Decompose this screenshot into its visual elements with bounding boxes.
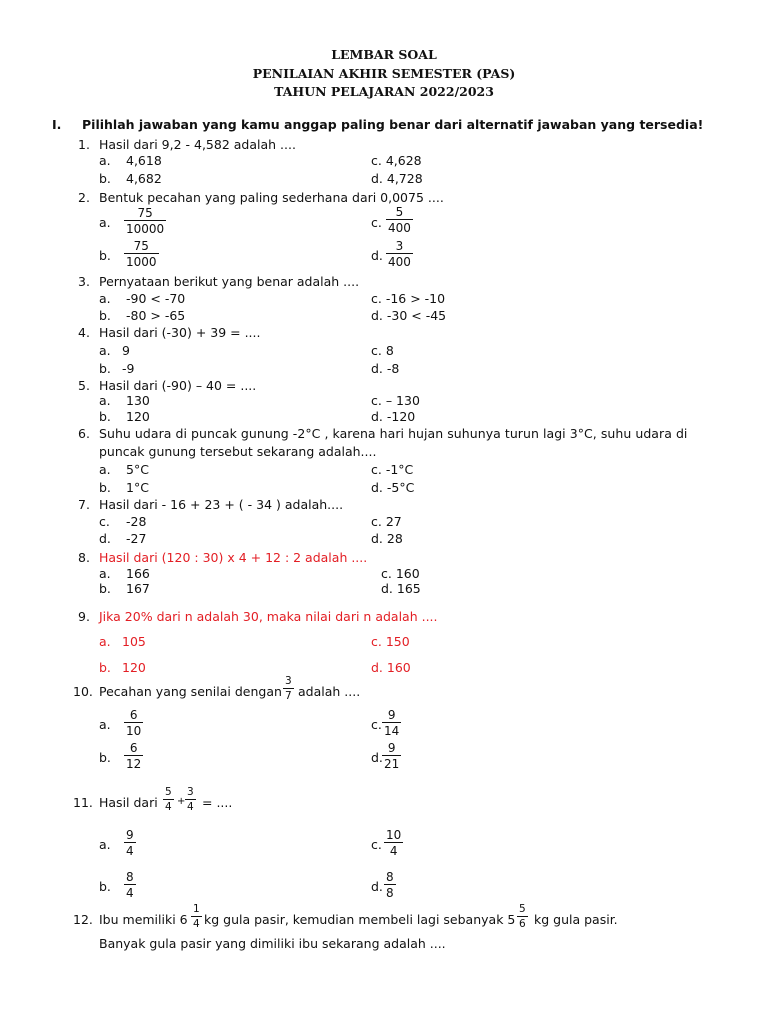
denominator: 400: [388, 221, 411, 235]
option-d: d. 160: [371, 660, 411, 675]
question-number: 9.: [78, 609, 90, 624]
option-a-fraction: [124, 207, 166, 235]
option-c: c. – 130: [371, 393, 420, 408]
question-text: Hasil dari - 16 + 23 + ( - 34 ) adalah....: [99, 497, 344, 512]
option-a-letter: a.: [99, 717, 111, 732]
question-text: Bentuk pecahan yang paling sederhana dari 0,0075 ....: [99, 190, 444, 205]
school-year: TAHUN PELAJARAN 2022/2023: [274, 84, 494, 99]
section-instruction: Pilihlah jawaban yang kamu anggap paling benar dari alternatif jawaban yang tersedia!: [82, 117, 704, 132]
option-d-letter: d.: [371, 879, 383, 894]
denominator: 21: [384, 757, 400, 771]
question-number: 1.: [78, 137, 90, 152]
denominator: 12: [126, 757, 142, 771]
option-a-value: -90 < -70: [126, 291, 186, 306]
question-text-line-1: Suhu udara di puncak gunung -2°C , karena hari hujan suhunya turun lagi 3°C, suhu udara di: [99, 426, 688, 441]
option-a-letter: a.: [99, 393, 111, 408]
numerator: 3: [395, 239, 404, 253]
option-b-value: 4,682: [126, 171, 162, 186]
option-d-fraction: [384, 871, 396, 899]
option-a-letter: a.: [99, 215, 111, 230]
denominator: 14: [384, 724, 400, 738]
option-b-fraction: [124, 240, 159, 268]
numerator: 9: [126, 828, 134, 842]
option-a-value: 166: [126, 566, 150, 581]
option-a-letter: a.: [99, 153, 111, 168]
question-text-pre: Ibu memiliki 6: [99, 912, 188, 927]
option-b-letter: b.: [99, 750, 111, 765]
option-b-letter: b.: [99, 409, 111, 424]
question-fraction-1: [163, 787, 174, 812]
option-b-value: 1°C: [126, 480, 149, 495]
numerator: 9: [387, 708, 396, 722]
option-b-letter: d.: [99, 531, 111, 546]
question-number: 6.: [78, 426, 90, 441]
numerator: 8: [386, 870, 394, 884]
option-c-fraction: [384, 829, 403, 857]
question-number: 7.: [78, 497, 90, 512]
option-c: c. 160: [381, 566, 420, 581]
numerator: 3: [187, 786, 194, 798]
option-b-letter: b.: [99, 361, 111, 376]
numerator: 75: [133, 239, 149, 253]
exam-title: PENILAIAN AKHIR SEMESTER (PAS): [252, 66, 516, 81]
option-a-value: 5°C: [126, 462, 149, 477]
question-text-post: kg gula pasir.: [534, 912, 618, 927]
option-b-letter: b.: [99, 171, 111, 186]
option-a-fraction: [124, 709, 143, 737]
option-d: d. 165: [381, 581, 421, 596]
question-text: Hasil dari 9,2 - 4,582 adalah ....: [99, 137, 296, 152]
question-fraction: [283, 676, 294, 701]
option-a-letter: c.: [99, 514, 110, 529]
denominator: 4: [165, 800, 172, 813]
option-a-value: 4,618: [126, 153, 162, 168]
plus-operator: +: [177, 796, 186, 807]
option-d-letter: d.: [371, 248, 383, 263]
option-b-value: -80 > -65: [126, 308, 186, 323]
question-text-post: adalah ....: [298, 684, 361, 699]
option-a-value: 9: [122, 343, 130, 358]
option-b-letter: b.: [99, 308, 111, 323]
question-number: 11.: [73, 795, 93, 810]
denominator: 4: [126, 886, 134, 900]
denominator: 400: [388, 255, 411, 269]
option-c: c. 27: [371, 514, 402, 529]
sheet-title: LEMBAR SOAL: [331, 47, 437, 62]
question-text: Hasil dari (-90) – 40 = ....: [99, 378, 257, 393]
option-d: d. -120: [371, 409, 416, 424]
question-fraction-2: [185, 787, 196, 812]
option-c-letter: c.: [371, 215, 382, 230]
option-b-value: 120: [122, 660, 146, 675]
option-a-letter: a.: [99, 566, 111, 581]
numerator: 6: [129, 708, 138, 722]
option-a-value: 105: [122, 634, 146, 649]
numerator: 9: [387, 741, 396, 755]
denominator: 4: [187, 800, 194, 813]
option-a-letter: a.: [99, 291, 111, 306]
denominator: 6: [519, 917, 526, 930]
question-number: 10.: [73, 684, 93, 699]
option-d-letter: d.: [371, 750, 383, 765]
numerator: 5: [519, 903, 526, 915]
option-b-fraction: [124, 742, 143, 770]
option-a-value: -28: [126, 514, 147, 529]
question-text-pre: Pecahan yang senilai dengan: [99, 684, 282, 699]
numerator: 3: [285, 675, 292, 687]
question-text-line-2: Banyak gula pasir yang dimiliki ibu sekarang adalah ....: [99, 936, 446, 951]
question-number: 3.: [78, 274, 90, 289]
numerator: 75: [137, 206, 153, 220]
question-text: Jika 20% dari n adalah 30, maka nilai dari n adalah ....: [99, 609, 438, 624]
option-c: c. 4,628: [371, 153, 422, 168]
question-text-line-2: puncak gunung tersebut sekarang adalah....: [99, 444, 377, 459]
option-a-letter: a.: [99, 343, 111, 358]
question-text: Pernyataan berikut yang benar adalah ....: [99, 274, 360, 289]
question-number: 12.: [73, 912, 93, 927]
numerator: 5: [165, 786, 172, 798]
question-number: 5.: [78, 378, 90, 393]
option-a-letter: a.: [99, 634, 111, 649]
option-c: c. 8: [371, 343, 394, 358]
option-d: d. 28: [371, 531, 403, 546]
numerator: 5: [395, 205, 404, 219]
option-b-fraction: [124, 871, 136, 899]
denominator: 10: [126, 724, 142, 738]
question-number: 2.: [78, 190, 90, 205]
option-a-value: 130: [126, 393, 150, 408]
option-b-value: -9: [122, 361, 135, 376]
option-d: d. -5°C: [371, 480, 415, 495]
option-c-letter: c.: [371, 717, 382, 732]
question-number: 4.: [78, 325, 90, 340]
option-b-letter: b.: [99, 480, 111, 495]
option-c: c. 150: [371, 634, 410, 649]
question-text-post: = ....: [202, 795, 233, 810]
denominator: 1000: [126, 255, 157, 269]
option-b-value: 120: [126, 409, 150, 424]
option-a-fraction: [124, 829, 136, 857]
denominator: 4: [126, 844, 134, 858]
denominator: 8: [386, 886, 394, 900]
option-d: d. -30 < -45: [371, 308, 447, 323]
question-text: Hasil dari (120 : 30) x 4 + 12 : 2 adalah ....: [99, 550, 368, 565]
numerator: 8: [126, 870, 134, 884]
option-c: c. -16 > -10: [371, 291, 446, 306]
section-numeral: I.: [52, 117, 62, 132]
option-b-letter: b.: [99, 660, 111, 675]
option-d-fraction: [386, 240, 413, 268]
option-b-letter: b.: [99, 248, 111, 263]
option-d: d. 4,728: [371, 171, 423, 186]
numerator: 10: [386, 828, 402, 842]
denominator: 10000: [126, 222, 165, 236]
denominator: 4: [193, 917, 200, 930]
question-text: Hasil dari (-30) + 39 = ....: [99, 325, 261, 340]
option-d-fraction: [382, 742, 401, 770]
denominator: 7: [285, 689, 292, 702]
denominator: 4: [389, 844, 398, 858]
mixed-fraction-2: [517, 904, 528, 929]
numerator: 6: [129, 741, 138, 755]
option-c-fraction: [386, 206, 413, 234]
option-c: c. -1°C: [371, 462, 414, 477]
option-b-letter: b.: [99, 581, 111, 596]
option-b-letter: b.: [99, 879, 111, 894]
option-c-fraction: [382, 709, 401, 737]
option-d: d. -8: [371, 361, 400, 376]
question-number: 8.: [78, 550, 90, 565]
option-a-letter: a.: [99, 462, 111, 477]
option-c-letter: c.: [371, 837, 382, 852]
mixed-fraction-1: [191, 904, 202, 929]
question-text-pre: Hasil dari: [99, 795, 158, 810]
option-a-letter: a.: [99, 837, 111, 852]
numerator: 1: [193, 903, 200, 915]
option-b-value: 167: [126, 581, 150, 596]
question-text-mid: kg gula pasir, kemudian membeli lagi sebanyak 5: [204, 912, 516, 927]
option-b-value: -27: [126, 531, 147, 546]
